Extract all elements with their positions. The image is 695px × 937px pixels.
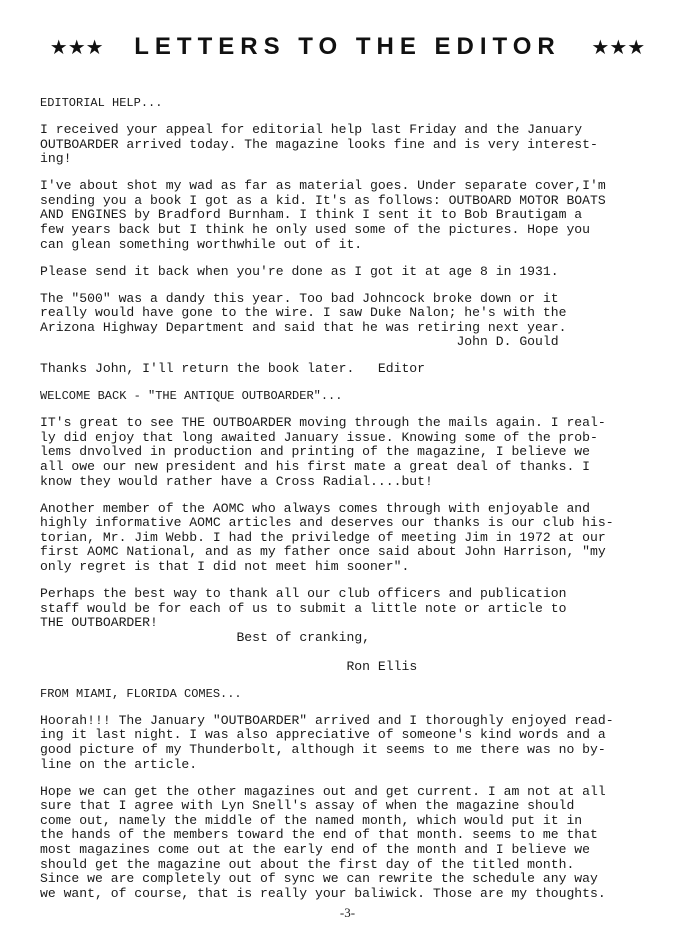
letter-paragraph: Hope we can get the other magazines out and get current. I am not at all sure that I agree with Lyn Snell's assay of when the magazine should come out, namely the middle of the named month, which would put it in the hands of the members toward the end of that month. seems to me that most magazines come out at the early end of the month and I believe we should get the magazine out about the first day of the titled month. Since we are completely out of sync we can rewrite the schedule any way we want, of course, that is really your baliwick. Those are my thoughts. <box>40 783 606 901</box>
letter-paragraph: Another member of the AOMC who always comes through with enjoyable and highly informative AOMC articles and deserves our thanks is our club his- torian, Mr. Jim Webb. I had the priviledge of meeting Jim in 1972 at our first AOMC National, and as my father once said about John Harrison, "my only regret is that I did not meet him sooner". <box>40 500 614 574</box>
stars-right: ★★★ <box>591 37 646 59</box>
editor-reply: Thanks John, I'll return the book later. Editor <box>40 361 426 377</box>
letter-paragraph: I received your appeal for editorial help last Friday and the January OUTBOARDER arrived today. The magazine looks fine and is very interest- ing! <box>40 121 598 167</box>
letter-paragraph: Please send it back when you're done as I got it at age 8 in 1931. <box>40 263 559 279</box>
letter-heading: EDITORIAL HELP... <box>40 96 163 110</box>
page-header <box>0 33 695 61</box>
letter-paragraph: The "500" was a dandy this year. Too bad Johncock broke down or it really would have gone to the wire. I saw Duke Nalon; he's with the Arizona Highway Department and said that he was retiring next year. John D. Gould <box>40 290 567 350</box>
page-title: LETTERS TO THE EDITOR <box>134 33 561 60</box>
letter-paragraph: IT's great to see THE OUTBOARDER moving through the mails again. I real- ly did enjoy that long awaited January issue. Knowing some of the prob- lems dnvolved in production and printing of the magazine, I believe we all owe our new president and his first mate a great deal of thanks. I know they would rather have a Cross Radial....but! <box>40 415 606 489</box>
letter-editorial-help <box>40 96 680 377</box>
letters-body <box>40 96 680 914</box>
stars-left: ★★★ <box>49 37 104 59</box>
letter-paragraph: I've about shot my wad as far as material goes. Under separate cover,I'm sending you a book I got as a kid. It's as follows: OUTBOARD MOTOR BOATS AND ENGINES by Bradford Burnham. I think I sent it to Bob Brautigam a few years back but I think he only used some of the pictures. Hope you can glean something worthwhile out of it. <box>40 178 606 252</box>
letter-from-miami <box>40 687 680 902</box>
letter-heading: WELCOME BACK - "THE ANTIQUE OUTBOARDER"... <box>40 389 343 404</box>
letter-paragraph: Hoorah!!! The January "OUTBOARDER" arrived and I thoroughly enjoyed read- ing it last night. I was also appreciative of someone's kind words and a good picture of my Thunderbolt, although it seems to me there was no by- line on the article. <box>40 712 614 772</box>
letter-paragraph: Perhaps the best way to thank all our club officers and publication staff would be for each of us to submit a little note or article to THE OUTBOARDER! Best of cranking, Ron Ellis <box>40 585 567 674</box>
letter-welcome-back <box>40 389 680 674</box>
letter-heading: FROM MIAMI, FLORIDA COMES... <box>40 686 242 701</box>
page-number: -3- <box>339 905 356 920</box>
